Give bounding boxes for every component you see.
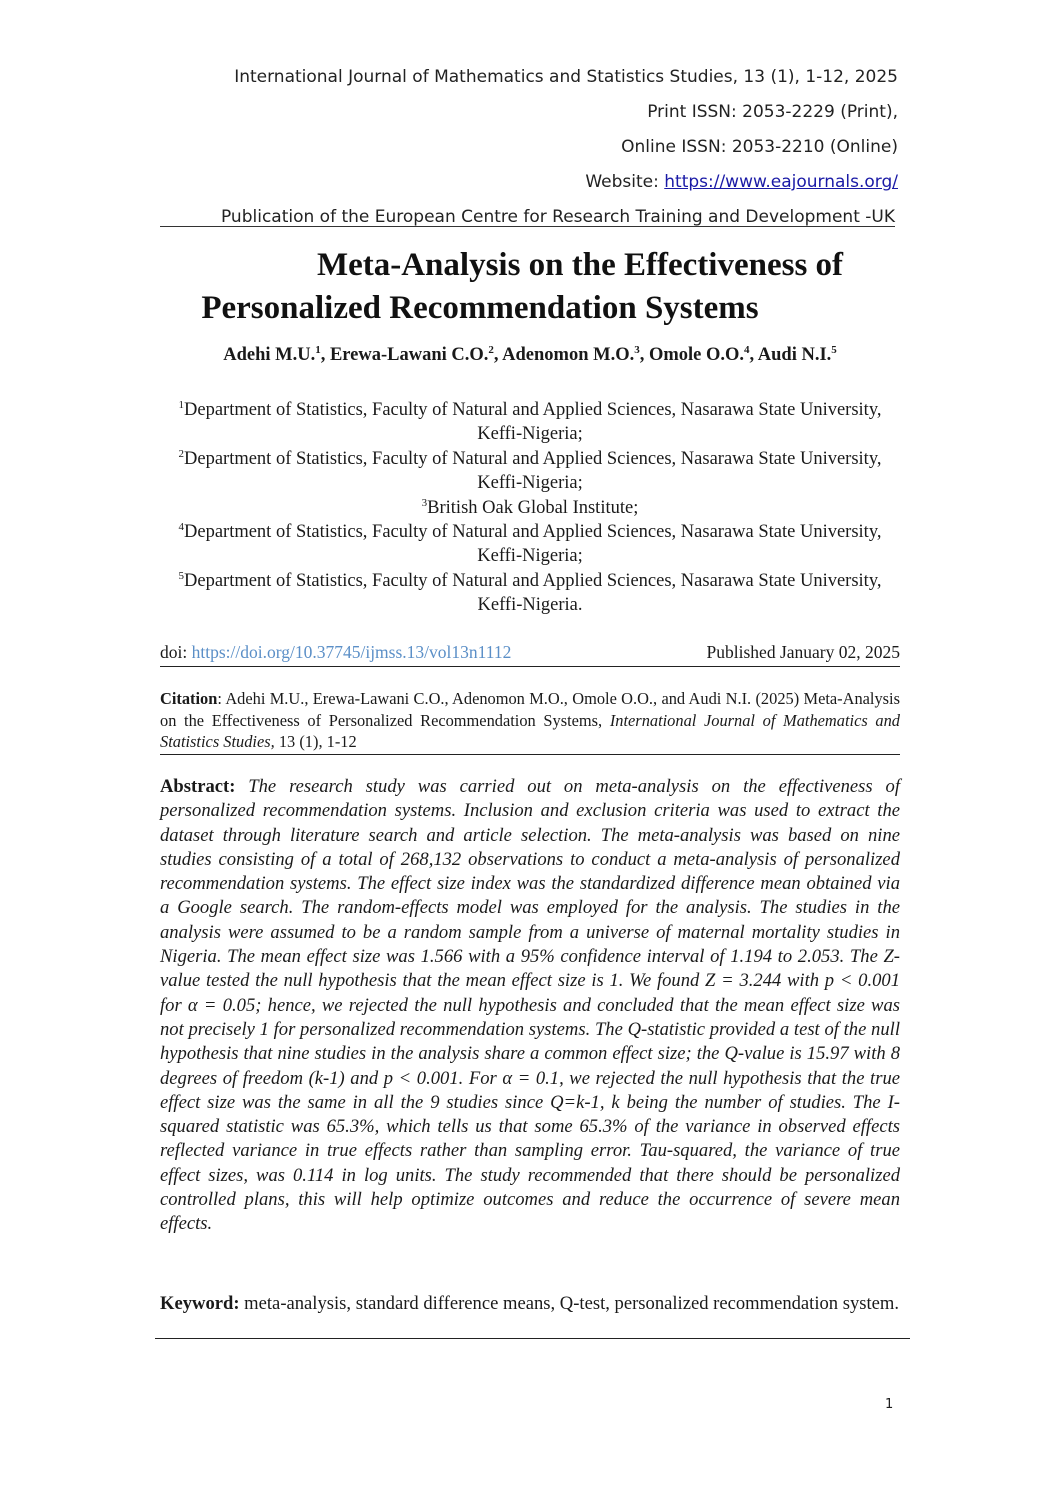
affiliation-item xyxy=(160,520,900,569)
website-link[interactable]: https://www.eajournals.org/ xyxy=(664,172,898,192)
author-separator: , xyxy=(320,345,330,365)
author-separator: , xyxy=(749,345,758,365)
author-affiliation-marker: 1 xyxy=(315,344,321,356)
online-issn: Online ISSN: 2053-2210 (Online) xyxy=(621,137,898,157)
author-separator: , xyxy=(493,345,503,365)
paper-title-line-2: Personalized Recommendation Systems xyxy=(201,290,759,326)
affiliation-number: 4 xyxy=(178,521,184,534)
affiliation-text: Department of Statistics, Faculty of Natural and Applied Sciences, Nasarawa State University, Keffi-Nigeria; xyxy=(184,400,882,445)
affiliation-text: British Oak Global Institute; xyxy=(427,497,639,518)
journal-header-line: International Journal of Mathematics and Statistics Studies, 13 (1), 1-12, 2025 xyxy=(234,67,898,87)
keywords-label: Keyword: xyxy=(160,1293,240,1314)
affiliation-number: 1 xyxy=(178,399,184,411)
affiliation-item xyxy=(160,398,900,447)
doi-row xyxy=(160,642,900,667)
affiliation-text: Department of Statistics, Faculty of Natural and Applied Sciences, Nasarawa State University, Keffi-Nigeria. xyxy=(184,570,882,616)
keywords-block xyxy=(160,1292,900,1315)
doi-link[interactable]: https://doi.org/10.37745/ijmss.13/vol13n1112 xyxy=(191,642,512,662)
affiliation-number: 5 xyxy=(178,569,184,582)
header-divider xyxy=(160,226,895,227)
affiliation-item xyxy=(160,447,900,496)
author-separator: , xyxy=(639,345,649,365)
citation-label: Citation xyxy=(160,689,218,708)
doi-label: doi: xyxy=(160,642,192,662)
author-list xyxy=(160,345,900,366)
author-affiliation-marker: 3 xyxy=(634,344,640,356)
citation-text: : Adehi M.U., Erewa-Lawani C.O., Adenomon M.O., Omole O.O., and Audi N.I. (2025) Meta-Analysis on the Effectiveness of Personalized Recommendation Systems, xyxy=(160,689,900,730)
author-name: Omole O.O. xyxy=(648,345,745,365)
abstract-label: Abstract: xyxy=(160,776,236,797)
affiliation-text: Department of Statistics, Faculty of Natural and Applied Sciences, Nasarawa State University, Keffi-Nigeria; xyxy=(184,448,882,494)
author-affiliation-marker: 2 xyxy=(488,344,494,356)
author-affiliation-marker: 4 xyxy=(744,344,750,356)
abstract-text: The research study was carried out on meta-analysis on the effectiveness of personalized recommendation systems. Inclusion and exclusion criteria was used to extract the dataset through literature search and article selection. The meta-analysis was based on nine studies consisting of a total of 268,132 observations to conduct a meta-analysis of personalized recommendation systems. The effect size index was the standardized difference mean obtained via a Google search. The random-effects model was employed for the analysis. The studies in the analysis were assumed to be a random sample from a universe of maternal mortality studies in Nigeria. The mean effect size was 1.566 with a 95% confidence interval of 1.194 to 2.053. The Z-value tested the null hypothesis that the mean effect size is 1. We found Z = 3.244 with p < 0.001 for α = 0.05; hence, we rejected the null hypothesis and concluded that the mean effect size was not precisely 1 for personalized recommendation systems. The Q-statistic provided a test of the null hypothesis that nine studies in the analysis share a common effect size; the Q-value is 15.97 with 8 degrees of freedom (k-1) and p < 0.001. For α = 0.1, we rejected the null hypothesis that the true effect size was the same in all the 9 studies since Q=k-1, k being the number of studies. The I-squared statistic was 65.3%, which tells us that some 65.3% of the variance in observed effects reflected variance in true effects rather than sampling error. Tau-squared, the variance of true effect sizes, was 0.114 in log units. The study recommended that there should be personalized controlled plans, this will help optimize outcomes and reduce the occurrence of severe mean effects. xyxy=(160,776,900,1235)
author-affiliation-marker: 5 xyxy=(831,344,837,356)
website-line xyxy=(585,171,898,193)
keywords-divider xyxy=(155,1338,910,1339)
doi xyxy=(160,642,511,663)
author-name: Erewa-Lawani C.O. xyxy=(329,345,489,365)
abstract-block xyxy=(160,775,900,1237)
affiliation-number: 2 xyxy=(178,447,184,460)
citation-issue: 13 (1), 1-12 xyxy=(274,732,357,751)
page-number: 1 xyxy=(885,1397,894,1412)
paper-title xyxy=(150,244,910,330)
published-date: Published January 02, 2025 xyxy=(706,642,900,662)
affiliation-number: 3 xyxy=(421,496,428,509)
affiliation-item xyxy=(160,496,900,520)
citation-block xyxy=(160,688,900,755)
keywords-text: meta-analysis, standard difference means, Q-test, personalized recommendation system. xyxy=(239,1293,900,1314)
citation-journal: International Journal of Mathematics and Statistics Studies, xyxy=(160,710,900,751)
author-name: Adehi M.U. xyxy=(223,345,316,365)
affiliation-list xyxy=(160,398,900,618)
print-issn: Print ISSN: 2053-2229 (Print), xyxy=(647,102,898,122)
author-name: Audi N.I. xyxy=(757,345,832,365)
publisher-line: Publication of the European Centre for Research Training and Development -UK xyxy=(220,207,895,227)
affiliation-text: Department of Statistics, Faculty of Natural and Applied Sciences, Nasarawa State University, Keffi-Nigeria; xyxy=(184,522,882,567)
paper-title-line-1: Meta-Analysis on the Effectiveness of xyxy=(316,247,844,283)
website-label: Website: xyxy=(585,172,665,192)
author-name: Adenomon M.O. xyxy=(502,345,635,365)
affiliation-item xyxy=(160,569,900,618)
